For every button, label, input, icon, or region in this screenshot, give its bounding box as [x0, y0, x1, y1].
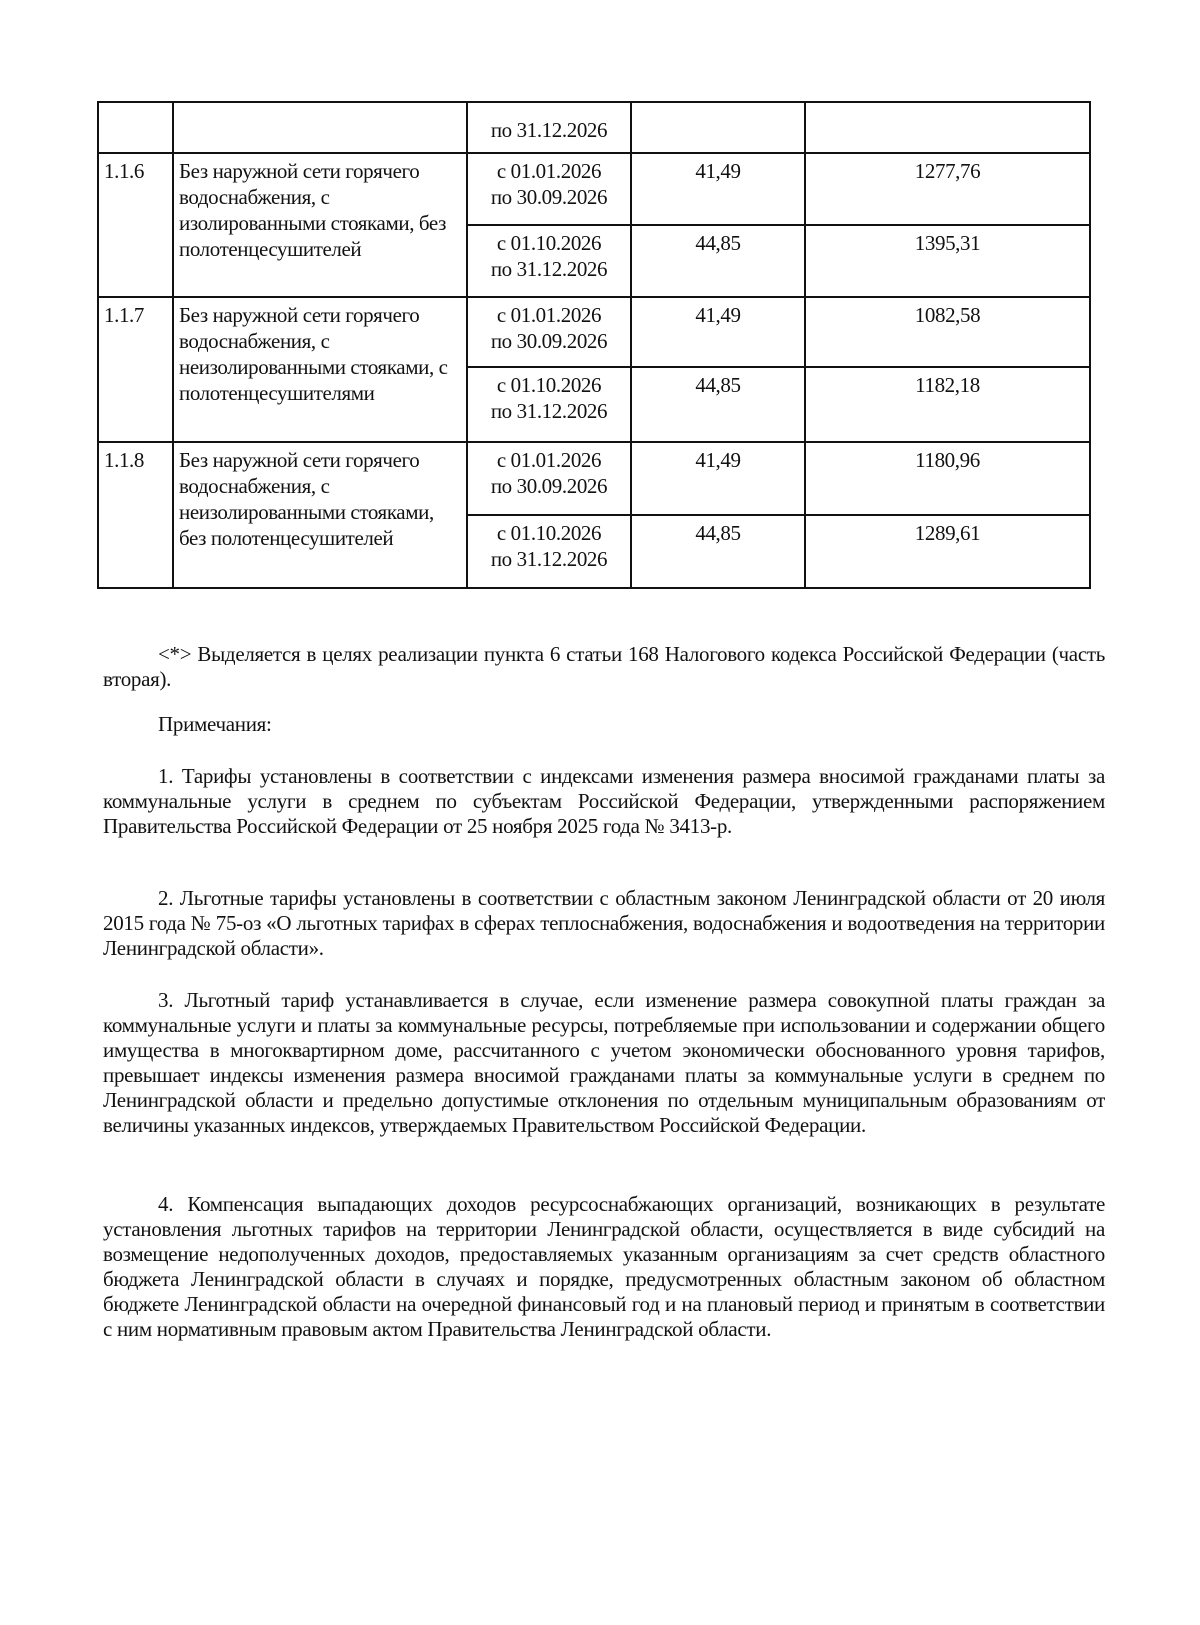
period-from: с 01.01.2026: [496, 303, 602, 327]
tariff-value-2: 1395,31: [805, 225, 1090, 297]
period-cell: [467, 297, 631, 367]
period-to: по 30.09.2026: [490, 185, 608, 209]
tariff-value-1: 41,49: [631, 153, 805, 225]
tariff-value-1: 44,85: [631, 225, 805, 297]
period-end: по 31.12.2026: [490, 117, 608, 142]
table-cell: [173, 102, 467, 153]
note-4: 4. Компенсация выпадающих доходов ресурсоснабжающих организаций, возникающих в результате установления льготных тарифов на территории Ленинградской области, осуществляется в виде субсидий на возмещение недополученных доходов, предоставляемых указанным организациям за счет средств областного бюджета Ленинградской области в случаях и порядке, предусмотренных областным законом об областном бюджете Ленинградской области на очередной финансовый год и на плановый период и принятым в соответствии с ним нормативным правовым актом Правительства Ленинградской области.: [103, 1192, 1105, 1341]
period-to: по 31.12.2026: [490, 399, 608, 423]
table-row: [98, 153, 1090, 225]
note-3: 3. Льготный тариф устанавливается в случае, если изменение размера совокупной платы граждан за коммунальные услуги и платы за коммунальные ресурсы, потребляемые при использовании и содержании общего имущества в многоквартирном доме, рассчитанного с учетом экономически обоснованного уровня тарифов, превышает индексы изменения размера вносимой гражданами платы за коммунальные услуги в среднем по Ленинградской области и предельно допустимые отклонения по отдельным муниципальным образованиям от величины указанных индексов, утверждаемых Правительством Российской Федерации.: [103, 988, 1105, 1137]
period-from: с 01.10.2026: [496, 231, 602, 255]
tariff-value-2: 1180,96: [805, 442, 1090, 515]
tariff-value-2: 1289,61: [805, 515, 1090, 588]
tariff-value-1: 44,85: [631, 515, 805, 588]
period-from: с 01.01.2026: [496, 448, 602, 472]
notes-heading: Примечания:: [158, 712, 272, 736]
period-cell: [467, 442, 631, 515]
table-cell: [98, 102, 173, 153]
footnote: <*> Выделяется в целях реализации пункта 6 статьи 168 Налогового кодекса Российской Федерации (часть вторая).: [103, 642, 1105, 691]
period-cell: [467, 367, 631, 442]
item-number: 1.1.6: [98, 153, 173, 297]
item-number: 1.1.8: [98, 442, 173, 588]
period-cell: [467, 153, 631, 225]
period-cell: [467, 515, 631, 588]
period-to: по 30.09.2026: [490, 474, 608, 498]
period-from: с 01.10.2026: [496, 521, 602, 545]
tariff-table: [97, 101, 1091, 589]
tariff-value-2: 1082,58: [805, 297, 1090, 367]
tariff-value-1: 41,49: [631, 442, 805, 515]
table-cell: [805, 102, 1090, 153]
tariff-value-1: 44,85: [631, 367, 805, 442]
period-cell: [467, 225, 631, 297]
tariff-value-1: 41,49: [631, 297, 805, 367]
period-to: по 30.09.2026: [490, 329, 608, 353]
tariff-value-2: 1277,76: [805, 153, 1090, 225]
tariff-value-2: 1182,18: [805, 367, 1090, 442]
table-row: [98, 102, 1090, 153]
note-2: 2. Льготные тарифы установлены в соответствии с областным законом Ленинградской области от 20 июля 2015 года № 75-оз «О льготных тарифах в сферах теплоснабжения, водоснабжения и водоотведения на территории Ленинградской области».: [103, 886, 1105, 960]
item-description: Без наружной сети горячего водоснабжения, с неизолированными стояками, без полотенцесушителей: [173, 442, 467, 588]
table-row: [98, 442, 1090, 515]
period-to: по 31.12.2026: [490, 547, 608, 571]
period-from: с 01.01.2026: [496, 159, 602, 183]
period-to: по 31.12.2026: [490, 257, 608, 281]
item-description: Без наружной сети горячего водоснабжения, с неизолированными стояками, с полотенцесушителями: [173, 297, 467, 442]
period-from: с 01.10.2026: [496, 373, 602, 397]
item-description: Без наружной сети горячего водоснабжения, с изолированными стояками, без полотенцесушителей: [173, 153, 467, 297]
note-1: 1. Тарифы установлены в соответствии с индексами изменения размера вносимой гражданами платы за коммунальные услуги в среднем по субъектам Российской Федерации, утвержденными распоряжением Правительства Российской Федерации от 25 ноября 2025 года № 3413-р.: [103, 764, 1105, 838]
item-number: 1.1.7: [98, 297, 173, 442]
period-cell: [467, 102, 631, 153]
table-cell: [631, 102, 805, 153]
table-row: [98, 297, 1090, 367]
